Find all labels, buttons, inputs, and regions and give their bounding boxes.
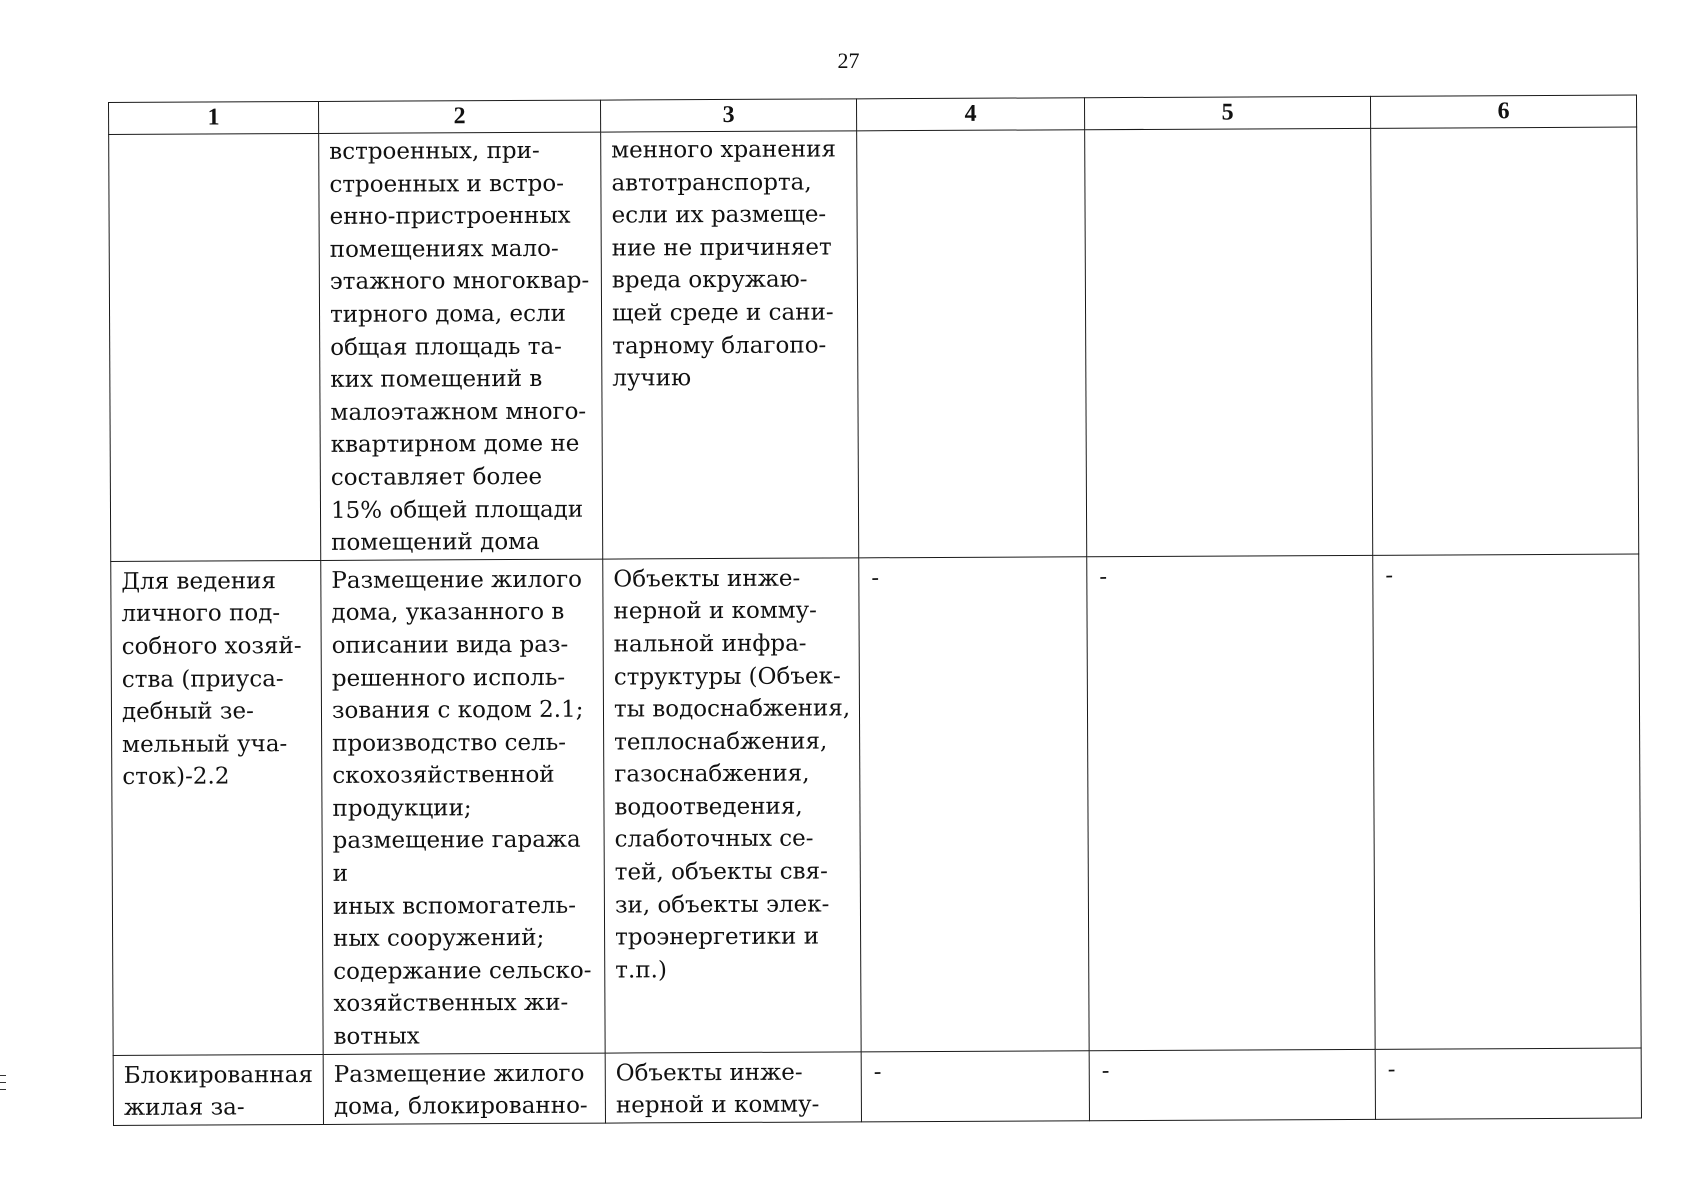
table-cell: - [1089,1049,1375,1121]
table-row [113,1048,1641,1126]
edge-mark [0,1075,6,1076]
scan-edge-marks [0,1075,6,1096]
table-row [109,127,1639,561]
table-cell: встроенных, при- строенных и встро- енно-пристроенных помещениях мало- этажного многоквар- тирного дома, если общая площадь та- ких помещений в малоэтажном много- квартирном доме не составляет более 15% общей площади помещений дома [319,132,603,560]
table-cell: - [859,556,1089,1051]
column-header-6: 6 [1370,95,1636,128]
table-cell [1085,128,1373,556]
table-cell: - [861,1050,1089,1121]
table-cell: Объекты инже- нерной и комму- [605,1051,861,1122]
page-number: 27 [837,48,860,73]
table-cell: Блокированная жилая за- [113,1054,323,1125]
table-cell: Размещение жилого дома, указанного в описании вида раз- решенного исполь- зования с кодом 2.1; производство сель- скохозяйственной продукции; размещение гаража и иных вспомогатель- ных сооружений; содержание сельско- хозяйственных жи- вотных [321,559,605,1054]
edge-mark [0,1082,6,1083]
column-header-3: 3 [600,99,856,132]
table-cell [109,133,321,561]
table-cell [1371,127,1639,555]
column-header-4: 4 [856,98,1084,131]
table-cell: менного хранения автотранспорта, если их размеще- ние не причиняет вреда окружаю- щей среде и сани- тарному благопо- лучию [601,131,859,559]
table-cell: - [1375,1048,1641,1119]
column-header-1: 1 [109,101,319,134]
table-cell: Размещение жилого дома, блокированно- [323,1053,605,1125]
table-cell [857,130,1087,558]
column-header-2: 2 [318,100,600,133]
table-row [111,554,1641,1055]
table-cell: - [1373,554,1641,1049]
table-cell: - [1087,555,1375,1050]
column-header-5: 5 [1084,96,1370,129]
land-use-table [108,95,1642,1126]
edge-mark [0,1089,6,1090]
table-cell: Объекты инже- нерной и комму- нальной инфра- структуры (Объек- ты водоснабжения, теплоснабжения, газоснабжения, водоотведения, слаботочных се- тей, объекты свя- зи, объекты элек- троэнергетики и т.п.) [603,558,861,1053]
table-cell: Для ведения личного под- собного хозяй- ства (приуса- дебный зе- мельный уча- сток)-2.2 [111,560,323,1055]
